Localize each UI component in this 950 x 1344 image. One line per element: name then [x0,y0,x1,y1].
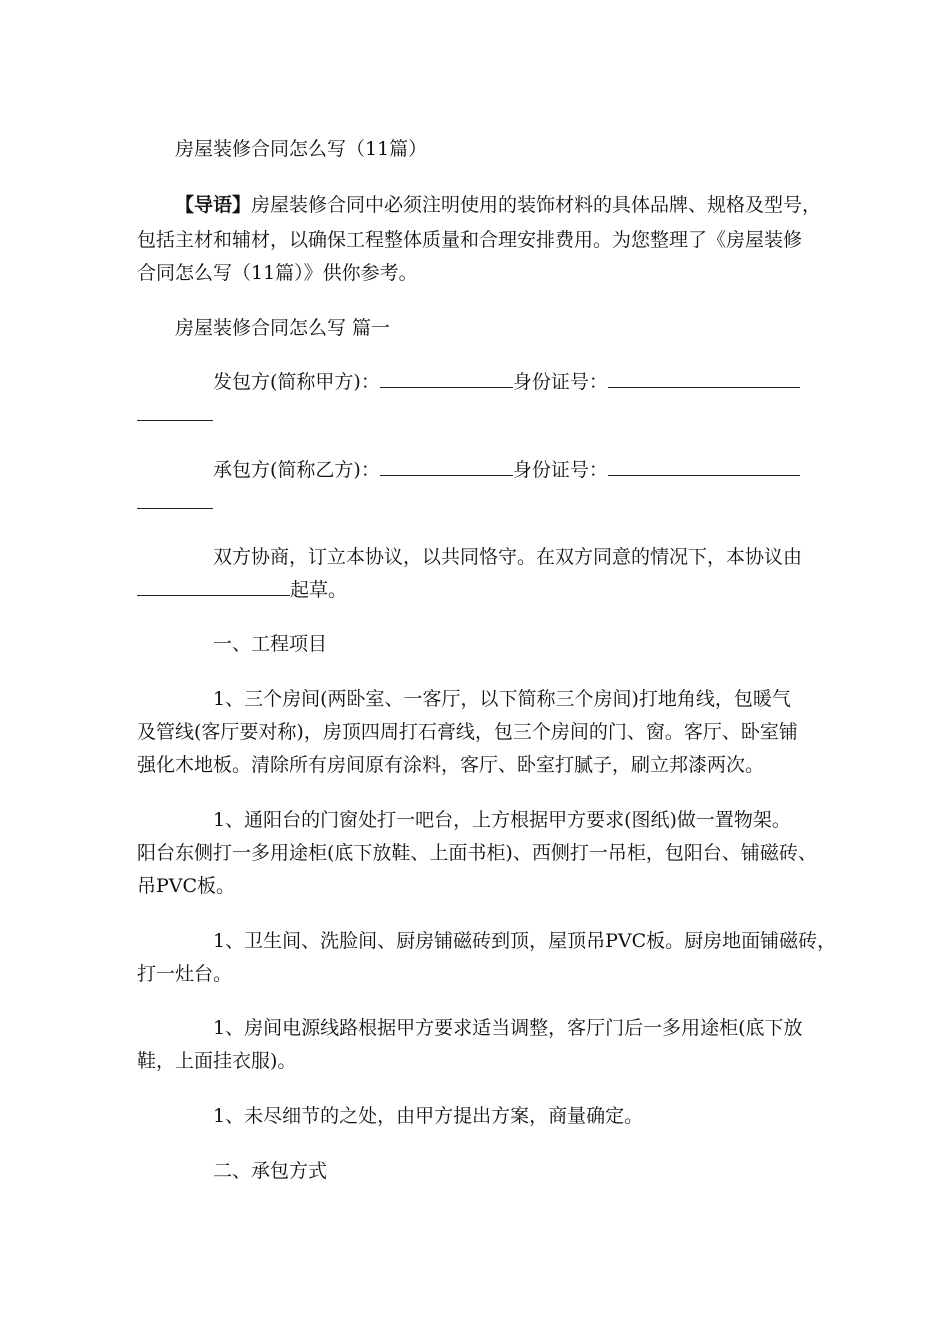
intro-text-1: 房屋装修合同中必须注明使用的装饰材料的具体品牌、规格及型号， [251,194,822,216]
party-b-id-blank-cont[interactable] [137,492,213,509]
item-5-line-1: 1、未尽细节的之处，由甲方提出方案，商量确定。 [213,1105,644,1127]
party-b-id-label: 身份证号： [512,459,608,481]
item-3-line-2: 打一灶台。 [137,963,233,985]
item-2-line-2: 阳台东侧打一多用途柜(底下放鞋、上面书柜)、西侧打一吊柜，包阳台、铺磁砖、 [137,842,817,864]
party-b-id-blank[interactable] [608,459,800,476]
document-title: 房屋装修合同怎么写（11篇） [175,138,428,160]
party-a-name-blank[interactable] [380,371,513,388]
party-b-id-continuation [137,492,213,514]
item-4-line-2: 鞋，上面挂衣服)。 [137,1050,297,1072]
item-4-line-1: 1、房间电源线路根据甲方要求适当调整，客厅门后一多用途柜(底下放 [213,1017,803,1039]
intro-line-2: 包括主材和辅材，以确保工程整体质量和合理安排费用。为您整理了《房屋装修 [137,229,803,251]
section-heading: 房屋装修合同怎么写 篇一 [175,317,391,339]
party-b-line [213,459,800,481]
agreement-suffix: 起草。 [290,579,348,601]
party-a-id-blank-cont[interactable] [137,404,213,421]
party-a-label: 发包方(简称甲方)： [213,371,380,393]
item-2-line-1: 1、通阳台的门窗处打一吧台，上方根据甲方要求(图纸)做一置物架。 [213,809,791,831]
heading-contract-method: 二、承包方式 [213,1160,328,1182]
intro-bracket-label: 【导语】 [175,194,252,216]
item-2-line-3: 吊PVC板。 [137,875,236,897]
agreement-line-1: 双方协商，订立本协议，以共同恪守。在双方同意的情况下，本协议由 [213,546,803,568]
heading-project: 一、工程项目 [213,633,328,655]
agreement-line-2 [137,579,347,601]
party-b-label: 承包方(简称乙方)： [213,459,380,481]
party-a-id-continuation [137,404,213,426]
item-1-line-1: 1、三个房间(两卧室、一客厅，以下简称三个房间)打地角线，包暖气 [213,688,791,710]
party-a-id-label: 身份证号： [512,371,608,393]
party-a-id-blank[interactable] [608,371,800,388]
item-1-line-2: 及管线(客厅要对称)，房顶四周打石膏线，包三个房间的门、窗。客厅、卧室铺 [137,721,798,743]
item-1-line-3: 强化木地板。清除所有房间原有涂料，客厅、卧室打腻子，刷立邦漆两次。 [137,754,765,776]
drafter-blank[interactable] [137,579,290,596]
intro-line-3: 合同怎么写（11篇）》供你参考。 [137,262,418,284]
item-3-line-1: 1、卫生间、洗脸间、厨房铺磁砖到顶，屋顶吊PVC板。厨房地面铺磁砖， [213,930,837,952]
party-b-name-blank[interactable] [380,459,513,476]
party-a-line [213,371,800,393]
intro-line-1 [175,194,821,216]
